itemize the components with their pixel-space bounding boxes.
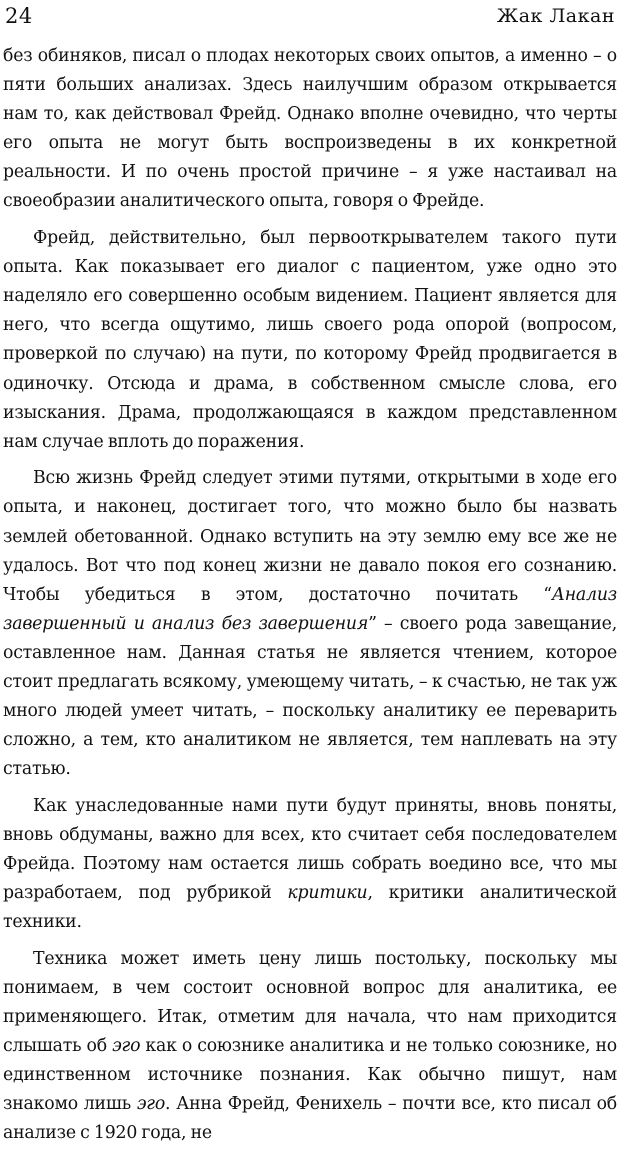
paragraph [3, 945, 617, 1149]
text-segment: Техника может иметь цену лишь постольку, поскольку мы понимаем, в чем состоит основной вопрос для аналитика, ее применяющего. Итак, отметим для начала, что нам приходится слышать об [3, 948, 617, 1057]
italic-term: эго [136, 1094, 166, 1115]
body-text [3, 42, 617, 1148]
running-title: Жак Лакан [496, 5, 615, 27]
text-segment: . Анна Фрейд, Фенихель – почти все, кто писал об анализе с 1920 года, не [3, 1094, 617, 1144]
running-head [3, 0, 617, 42]
italic-book-title: Анализ завершенный и анализ без завершения [3, 584, 617, 634]
text-segment: Фрейд, действительно, был первооткрывателем такого пути опыта. Как показывает его диалог с пациентом, уже одно это наделяло его совершенно особым видением. Пациент является для него, что всегда ощутимо, лишь своего рода опорой (вопросом, проверкой по случаю) на пути, по которому Фрейд продвигается в одиночку. Отсюда и драма, в собственном смысле слова, его изыскания. Драма, продолжающаяся в каждом представленном нам случае вплоть до поражения. [3, 228, 617, 452]
text-segment: , критики аналитической техники. [3, 883, 617, 933]
text-segment: Всю жизнь Фрейд следует этими путями, открытыми в ходе его опыта, и наконец, достигает того, что можно было бы назвать землей обетованной. Однако вступить на эту землю ему все же не удалось. Вот что под конец жизни не давало покоя его сознанию. Чтобы убедиться в этом, достаточно почитать “ [3, 468, 617, 605]
italic-term: эго [112, 1036, 141, 1057]
paragraph [3, 42, 617, 217]
text-segment: Как унаследованные нами пути будут приняты, вновь поняты, вновь обдуманы, важно для всех, кто считает себя последователем Фрейда. Поэтому нам остается лишь собрать воедино все, что мы разработаем, под рубрикой [3, 795, 617, 904]
text-segment: без обиняков, писал о плодах некоторых своих опытов, а именно – о пяти больших анализах. Здесь наилучшим образом открывается нам то, как действовал Фрейд. Однако вполне очевидно, что черты его опыта не могут быть воспроизведены в их конкретной реальности. И по очень простой причине – я уже настаивал на своеобразии аналитического опыта, говоря о Фрейде. [3, 46, 617, 212]
paragraph [3, 792, 617, 937]
text-segment: ” – своего рода завещание, оставленное нам. Данная статья не является чтением, которое стоит предлагать всякому, умеющему читать, – к счастью, не так уж много людей умеет читать, – поскольку аналитику ее переварить сложно, а тем, кто аналитиком не является, тем наплевать на эту статью. [3, 613, 617, 780]
paragraph [3, 224, 617, 457]
page-number: 24 [5, 4, 33, 28]
text-segment: как о союзнике аналитика и не только союзнике, но единственном источнике познания. Как обычно пишут, нам знакомо лишь [3, 1036, 617, 1115]
paragraph [3, 464, 617, 784]
italic-term: критики [287, 883, 368, 904]
